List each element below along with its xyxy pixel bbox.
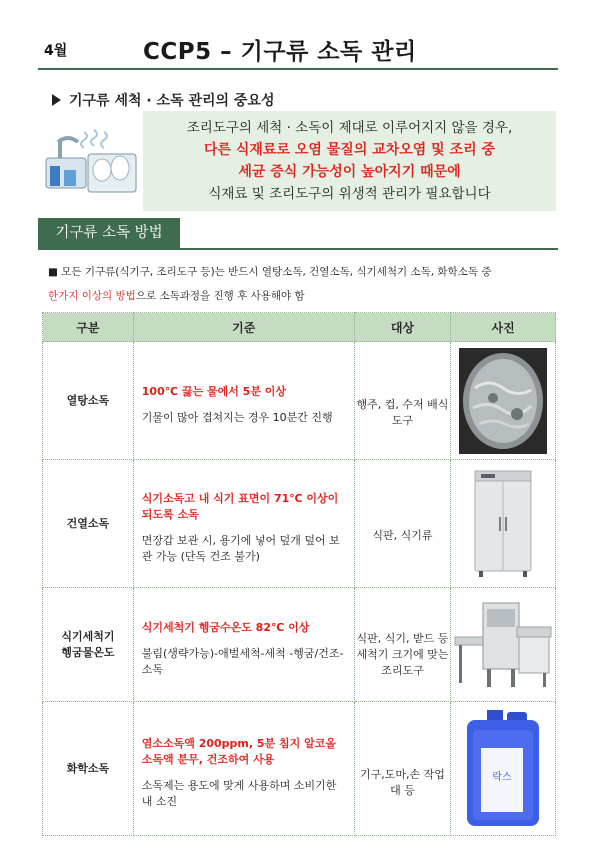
table-row (43, 460, 556, 588)
row-target: 식판, 식기, 받드 등 세척기 크기에 맞는 조리도구 (354, 588, 451, 702)
criterion-highlight: 식기소독고 내 식기 표면이 71℃ 이상이 되도록 소독 (141, 491, 339, 521)
criterion-note: 불림(생략가능)-애벌세척-세척 -헹굼/건조-소독 (141, 646, 344, 676)
container-label: 락스 (492, 771, 512, 783)
disinfectant-container-photo-icon (461, 708, 545, 830)
criterion-highlight: 염소소독액 200ppm, 5분 침지 알코올소독액 분무, 건조하여 사용 (141, 736, 336, 766)
row-label (43, 588, 134, 702)
table-row (43, 702, 556, 836)
sterilizer-cabinet-photo-icon (471, 469, 535, 579)
row-photo (451, 588, 556, 702)
row-photo (451, 460, 556, 588)
sink-washing-illustration-icon (44, 128, 140, 198)
row-criterion (133, 342, 354, 460)
row-target: 식판, 식기류 (354, 460, 451, 588)
dishwasher-photo-icon (453, 597, 553, 693)
method-notice (48, 260, 558, 308)
notice-prefix: ■ 모든 기구류(식기구, 조리도구 등)는 반드시 열탕소독, 건열소독, 식기세척기 소독, 화학소독 중 (48, 266, 492, 278)
title-divider (38, 68, 558, 70)
row-label-line-2: 헹굼물온도 (61, 645, 115, 659)
month-label: 4월 (44, 43, 68, 59)
criterion-note: 소독제는 용도에 맞게 사용하며 소비기한 내 소진 (141, 778, 337, 808)
criterion-highlight: 100℃ 끓는 물에서 5분 이상 (141, 384, 287, 398)
row-target: 행주, 컵, 수저 배식도구 (354, 342, 451, 460)
criterion-note: 기물이 많아 겹쳐지는 경우 10분간 진행 (141, 410, 333, 424)
header-photo: 사진 (451, 313, 556, 342)
importance-line-1: 조리도구의 세척 · 소독이 제대로 이루어지지 않을 경우, (186, 120, 513, 136)
boiling-pot-photo-icon (459, 348, 547, 454)
importance-box (143, 111, 556, 211)
row-criterion (133, 460, 354, 588)
row-label: 건열소독 (43, 460, 134, 588)
header-category: 구분 (43, 313, 134, 342)
importance-line-3: 세균 증식 가능성이 높아지기 때문에 (238, 164, 461, 180)
row-target: 기구,도마,손 작업대 등 (354, 702, 451, 836)
header-target: 대상 (354, 313, 451, 342)
page-title: CCP5 – 기구류 소독 관리 (143, 39, 417, 65)
importance-heading-text: 기구류 세척 · 소독 관리의 중요성 (69, 93, 275, 109)
table-row (43, 588, 556, 702)
row-label: 화학소독 (43, 702, 134, 836)
table-row (43, 342, 556, 460)
row-label-line-1: 식기세척기 (61, 629, 115, 643)
importance-line-4: 식재료 및 조리도구의 위생적 관리가 필요합니다 (208, 186, 491, 202)
notice-highlight: 한가지 이상의 방법 (48, 290, 136, 302)
criterion-note: 면장갑 보관 시, 용기에 넣어 덮개 덮어 보관 가능 (단독 건조 불가) (141, 533, 340, 563)
method-section-tab: 기구류 소독 방법 (38, 218, 180, 248)
importance-line-2: 다른 식재료로 오염 물질의 교차오염 및 조리 중 (203, 142, 496, 158)
row-label: 열탕소독 (43, 342, 134, 460)
method-divider (38, 248, 558, 250)
triangle-bullet-icon (52, 94, 61, 106)
notice-suffix: 으로 소독과정을 진행 후 사용해야 함 (135, 290, 305, 302)
row-criterion (133, 588, 354, 702)
header-criterion: 기준 (133, 313, 354, 342)
row-photo (451, 702, 556, 836)
importance-heading (52, 90, 275, 110)
criterion-highlight: 식기세척기 헹굼수온도 82℃ 이상 (141, 620, 310, 634)
table-header-row (43, 313, 556, 342)
row-photo (451, 342, 556, 460)
row-criterion (133, 702, 354, 836)
disinfection-table (42, 312, 556, 836)
